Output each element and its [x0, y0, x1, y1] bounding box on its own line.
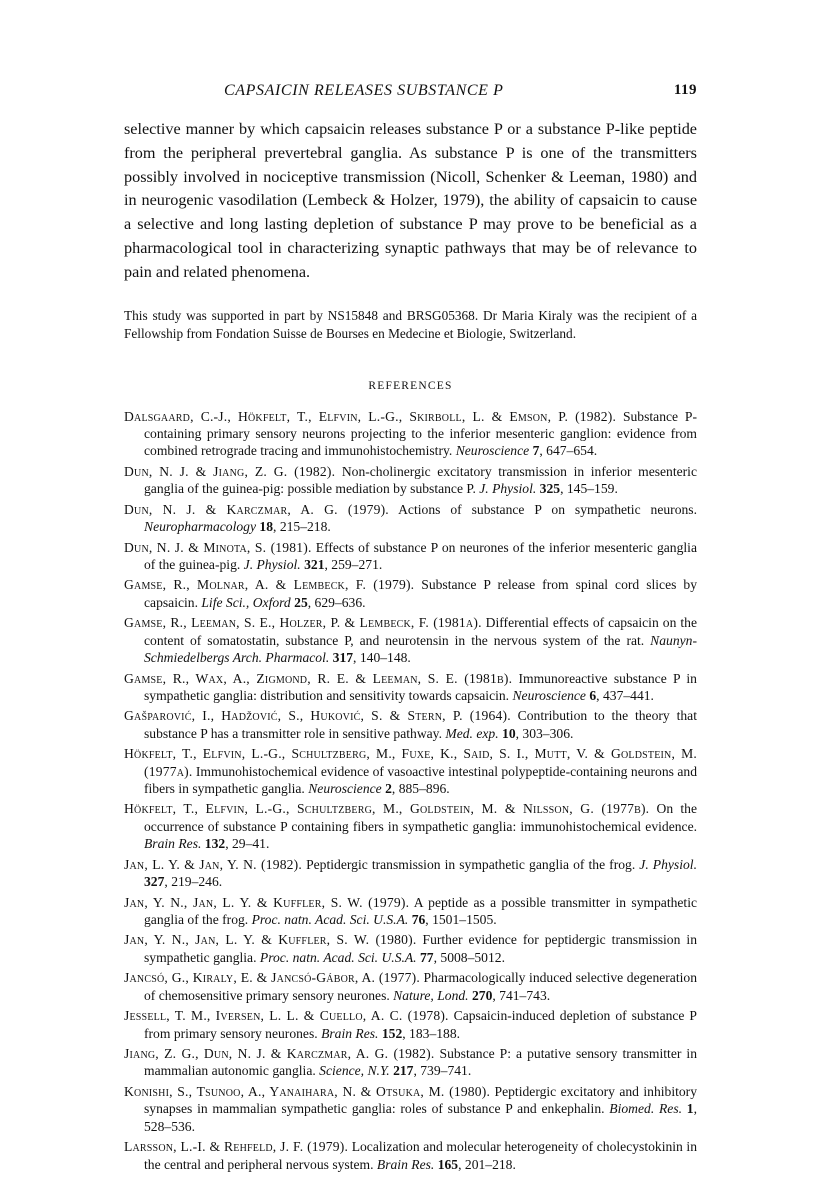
reference-list — [124, 408, 697, 1173]
reference-item — [124, 894, 697, 929]
reference-item — [124, 800, 697, 852]
reference-item — [124, 408, 697, 460]
reference-title: A peptide as a possible transmitter in sympathetic ganglia of the frog. — [144, 894, 698, 927]
reference-volume: 217 — [393, 1063, 414, 1079]
reference-title: Peptidergic excitatory and inhibitory synapses in mammalian sympathetic ganglia: roles of substance P and enkephalin. — [144, 1084, 697, 1117]
reference-item — [124, 931, 697, 966]
reference-volume: 77 — [420, 949, 434, 965]
reference-pages: , 259–271. — [324, 556, 383, 572]
running-header — [124, 82, 697, 108]
reference-volume: 76 — [411, 911, 426, 927]
reference-volume: 165 — [437, 1156, 459, 1172]
reference-volume: 25 — [294, 594, 308, 610]
reference-volume: 6 — [589, 687, 597, 703]
reference-item — [124, 1045, 697, 1080]
reference-authors: Gamse, R., Wax, A., Zigmond, R. E. & Leeman, S. E. (1981b). — [124, 670, 513, 686]
reference-pages: , 303–306. — [515, 725, 574, 741]
reference-item — [124, 614, 697, 666]
reference-pages: , 29–41. — [225, 836, 270, 852]
reference-volume: 317 — [332, 649, 354, 665]
running-title: CAPSAICIN RELEASES SUBSTANCE P — [224, 82, 504, 99]
reference-authors: Dun, N. J. & Karczmar, A. G. (1979). — [124, 501, 389, 517]
reference-item — [124, 1138, 697, 1173]
reference-title: Differential effects of capsaicin on the content of somatostatin, substance P, and neurotensin in the nervous system of the rat. — [144, 615, 697, 648]
reference-pages: , 647–654. — [539, 443, 598, 459]
reference-pages: , 145–159. — [560, 481, 618, 497]
reference-item — [124, 463, 697, 498]
reference-authors: Dun, N. J. & Minota, S. (1981). — [124, 539, 312, 555]
reference-authors: Gamse, R., Leeman, S. E., Holzer, P. & Lembeck, F. (1981a). — [124, 615, 482, 631]
body-paragraph: selective manner by which capsaicin releases substance P or a substance P-like peptide from the peripheral prevertebral ganglia. As substance P is one of the transmitters possibly involved in nociceptive transmission (Nicoll, Schenker & Leeman, 1980) and in neurogenic vasodilation (Lembeck & Holzer, 1979), the ability of capsaicin to cause a selective and long lasting depletion of substance P may prove to be beneficial as a pharmacological tool in characterizing synaptic pathways that may be of relevance to pain and related phenomena. — [124, 120, 697, 281]
reference-title: Effects of substance P on neurones of the inferior mesenteric ganglia of the guinea-pig. — [144, 539, 697, 572]
reference-title: Peptidergic transmission in sympathetic ganglia of the frog. — [302, 856, 640, 872]
acknowledgement-paragraph: This study was supported in part by NS15848 and BRSG05368. Dr Maria Kiraly was the recipient of a Fellowship from Fondation Suisse de Bourses en Medecine et Biologie, Switzerland. — [124, 307, 697, 342]
reference-authors: Jan, Y. N., Jan, L. Y. & Kuffler, S. W. (1980). — [124, 932, 417, 948]
reference-journal: Biomed. Res. — [609, 1101, 683, 1117]
reference-title: Immunoreactive substance P in sympathetic ganglia: distribution and sensitivity towards capsaicin. — [144, 670, 697, 703]
reference-item — [124, 856, 697, 891]
reference-authors: Dun, N. J. & Jiang, Z. G. (1982). — [124, 463, 336, 479]
reference-journal: Life Sci., Oxford — [201, 594, 291, 610]
reference-pages: , 140–148. — [353, 649, 411, 665]
reference-journal: Neuropharmacology — [144, 518, 257, 534]
reference-pages: , 1501–1505. — [425, 911, 497, 927]
reference-authors: Jan, Y. N., Jan, L. Y. & Kuffler, S. W. (1979). — [124, 894, 410, 910]
reference-authors: Jancsó, G., Kiraly, E. & Jancsó-Gábor, A. (1977). — [124, 970, 420, 986]
reference-authors: Hökfelt, T., Elfvin, L.-G., Schultzberg, M., Fuxe, K., Said, S. I., Mutt, V. & Goldstein, M. (1977a). — [124, 746, 697, 779]
reference-journal: Proc. natn. Acad. Sci. U.S.A. — [259, 949, 417, 965]
reference-journal: J. Physiol. — [639, 856, 697, 872]
reference-title: Capsaicin-induced depletion of substance P from primary sensory neurones. — [144, 1008, 697, 1041]
reference-pages: , 219–246. — [164, 873, 223, 889]
reference-authors: Jiang, Z. G., Dun, N. J. & Karczmar, A. G. (1982). — [124, 1046, 435, 1062]
reference-volume: 152 — [381, 1025, 403, 1041]
reference-title: Non-cholinergic excitatory transmission in inferior mesenteric ganglia of the guinea-pig: possible mediation by substance P. — [144, 463, 697, 497]
reference-item — [124, 707, 697, 742]
reference-journal: Med. exp. — [445, 725, 499, 741]
reference-authors: Jan, L. Y. & Jan, Y. N. (1982). — [124, 856, 303, 872]
reference-pages: , 741–743. — [492, 987, 551, 1003]
reference-volume: 132 — [204, 836, 226, 852]
reference-journal: Neuroscience — [308, 780, 382, 796]
reference-item — [124, 670, 697, 705]
reference-title: Further evidence for peptidergic transmission in sympathetic ganglia. — [144, 932, 697, 965]
reference-title: On the occurrence of substance P containing fibers in sympathetic ganglia: immunohistochemical evidence. — [144, 801, 697, 834]
reference-item — [124, 745, 697, 797]
reference-volume: 10 — [502, 725, 516, 741]
reference-title: Localization and molecular heterogeneity of cholecystokinin in the central and peripheral nervous system. — [144, 1139, 697, 1172]
reference-pages: , 5008–5012. — [433, 949, 505, 965]
reference-journal: J. Physiol. — [479, 481, 537, 497]
reference-volume: 18 — [259, 518, 274, 534]
reference-volume: 325 — [539, 481, 561, 497]
reference-authors: Larsson, L.-I. & Rehfeld, J. F. (1979). — [124, 1139, 349, 1155]
reference-journal: Proc. natn. Acad. Sci. U.S.A. — [251, 911, 409, 927]
reference-title: Contribution to the theory that substance P has a transmitter role in sensitive pathway. — [144, 708, 697, 741]
reference-title: Substance P: a putative sensory transmitter in mammalian autonomic ganglia. — [144, 1046, 698, 1079]
reference-title: Immunohistochemical evidence of vasoactive intestinal polypeptide-containing neurons and fibers in sympathetic ganglia. — [144, 763, 697, 796]
reference-authors: Hökfelt, T., Elfvin, L.-G., Schultzberg, M., Goldstein, M. & Nilsson, G. (1977b). — [124, 801, 650, 817]
reference-title: Substance P release from spinal cord slices by capsaicin. — [144, 577, 697, 610]
reference-journal: Naunyn-Schmiedelbergs Arch. Pharmacol. — [144, 632, 697, 665]
reference-pages: , 183–188. — [402, 1025, 461, 1041]
reference-pages: , 437–441. — [596, 687, 654, 703]
reference-authors: Konishi, S., Tsunoo, A., Yanaihara, N. & Otsuka, M. (1980). — [124, 1084, 491, 1100]
reference-item — [124, 501, 697, 536]
reference-pages: , 629–636. — [307, 594, 366, 610]
reference-item — [124, 539, 697, 574]
reference-volume: 270 — [471, 987, 493, 1003]
reference-pages: , 885–896. — [391, 780, 450, 796]
reference-pages: , 201–218. — [458, 1156, 516, 1172]
reference-pages: , 528–536. — [144, 1101, 697, 1134]
reference-pages: , 215–218. — [273, 518, 331, 534]
reference-journal: J. Physiol. — [243, 556, 301, 572]
reference-authors: Gamse, R., Molnar, A. & Lembeck, F. (1979). — [124, 577, 415, 593]
reference-item — [124, 576, 697, 611]
reference-authors: Gašparović, I., Hadžović, S., Huković, S. & Stern, P. (1964). — [124, 708, 511, 724]
reference-authors: Jessell, T. M., Iversen, L. L. & Cuello, A. C. (1978). — [124, 1008, 449, 1024]
page-number: 119 — [673, 82, 697, 98]
reference-item — [124, 969, 697, 1004]
reference-volume: 2 — [385, 780, 392, 796]
reference-journal: Neuroscience — [512, 687, 586, 703]
reference-volume: 327 — [144, 873, 165, 889]
reference-journal: Nature, Lond. — [393, 987, 469, 1003]
reference-journal: Brain Res. — [144, 836, 202, 852]
reference-volume: 321 — [304, 556, 325, 572]
reference-journal: Neuroscience — [455, 443, 530, 459]
reference-volume: 7 — [532, 443, 540, 459]
reference-authors: Dalsgaard, C.-J., Hökfelt, T., Elfvin, L.-G., Skirboll, L. & Emson, P. (1982). — [124, 408, 617, 424]
reference-journal: Science, N.Y. — [319, 1063, 390, 1079]
reference-journal: Brain Res. — [321, 1025, 379, 1041]
reference-item — [124, 1083, 697, 1135]
reference-title: Pharmacologically induced selective degeneration of chemosensitive primary sensory neurones. — [144, 970, 697, 1003]
references-heading: REFERENCES — [368, 379, 453, 392]
reference-item — [124, 1007, 697, 1042]
reference-volume: 1 — [686, 1101, 694, 1117]
reference-pages: , 739–741. — [413, 1063, 472, 1079]
journal-page — [124, 82, 697, 1176]
reference-journal: Brain Res. — [376, 1156, 435, 1172]
reference-title: Actions of substance P on sympathetic neurons. — [388, 501, 697, 517]
reference-title: Substance P-containing primary sensory neurons projecting to the inferior mesenteric ganglion: evidence from combined retrograde tracing and immunohistochemistry. — [144, 408, 697, 459]
